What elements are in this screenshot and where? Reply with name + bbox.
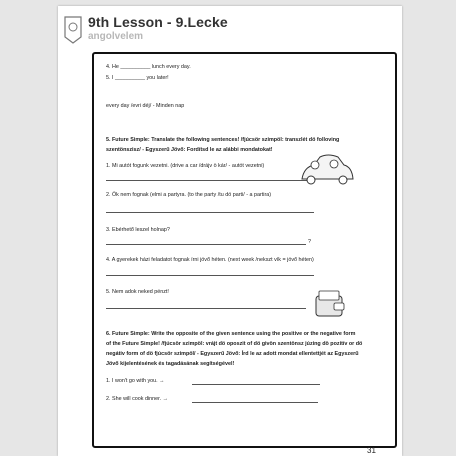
exercise5-question-2: 2. Ők nem fognak (elmi a partyra. (to the party /tu dö parti/ - a partira) xyxy=(106,192,272,198)
brand-name: angolvelem xyxy=(88,31,144,42)
answer-line[interactable] xyxy=(106,244,306,245)
answer-line[interactable] xyxy=(192,402,318,403)
exercise4-item5: 5. I __________ you later! xyxy=(106,75,169,81)
exercise6-instruction-2: of the Future Simple! /fjúcsör szimpöl: vrájt dö oposzit of dö givön szentönsz júzing dö pozitív or dö xyxy=(106,341,363,347)
exercise6-instruction-4: Jövő kijelentésének és tagadásának segítségével! xyxy=(106,361,235,367)
exercise5-instruction-2: szentönszisz/ - Egyszerű Jövő: Fordítsd le az alábbi mondatokat! xyxy=(106,147,273,153)
exercise5-question-5: 5. Nem adok neked pénzt! xyxy=(106,289,169,295)
exercise5-question-4: 4. A gyerekek házi feladatot fognak írni jövő héten. (next week /nekszt vík = jövő héten) xyxy=(106,257,314,263)
page-header xyxy=(88,14,228,42)
exercise6-question-2: 2. She will cook dinner. → xyxy=(106,396,169,402)
wallet-illustration-icon xyxy=(313,289,347,319)
lightbulb-corner-icon xyxy=(63,15,83,45)
answer-line[interactable] xyxy=(106,275,314,276)
workbook-page xyxy=(58,6,402,456)
exercise6-question-1: 1. I won't go with you. → xyxy=(106,378,165,384)
exercise6-instruction-1: 6. Future Simple: Write the opposite of the given sentence using the positive or the negative form xyxy=(106,331,356,337)
exercise5-instruction-1: 5. Future Simple: Translate the following sentences! /fjúcsör szimpöl: transzlét dö folloving xyxy=(106,137,340,143)
exercise5-question-3: 3. Ebérhető leszel holnap? xyxy=(106,227,170,233)
answer-line[interactable] xyxy=(106,180,314,181)
lesson-title: 9th Lesson - 9.Lecke xyxy=(88,14,228,30)
question-mark: ? xyxy=(308,239,311,245)
answer-line[interactable] xyxy=(192,384,320,385)
exercise6-instruction-3: negátiv form of dö fjúcsör szimpöl/ - Egyszerű Jövő: Írd le az adott mondat ellentettjét az Egyszerű xyxy=(106,351,359,357)
exercise5-question-1: 1. Mi autót fogunk vezetni. (drive a car /drájv ö kár/ - autót vezetni) xyxy=(106,163,265,169)
answer-line[interactable] xyxy=(106,212,314,213)
car-illustration-icon xyxy=(298,153,356,187)
exercise4-vocab: every day /evri déj/ - Minden nap xyxy=(106,103,185,109)
exercise4-item4: 4. He __________ lunch every day. xyxy=(106,64,191,70)
exercise-frame xyxy=(92,52,397,448)
answer-line[interactable] xyxy=(106,308,306,309)
page-number: 31 xyxy=(367,446,376,455)
